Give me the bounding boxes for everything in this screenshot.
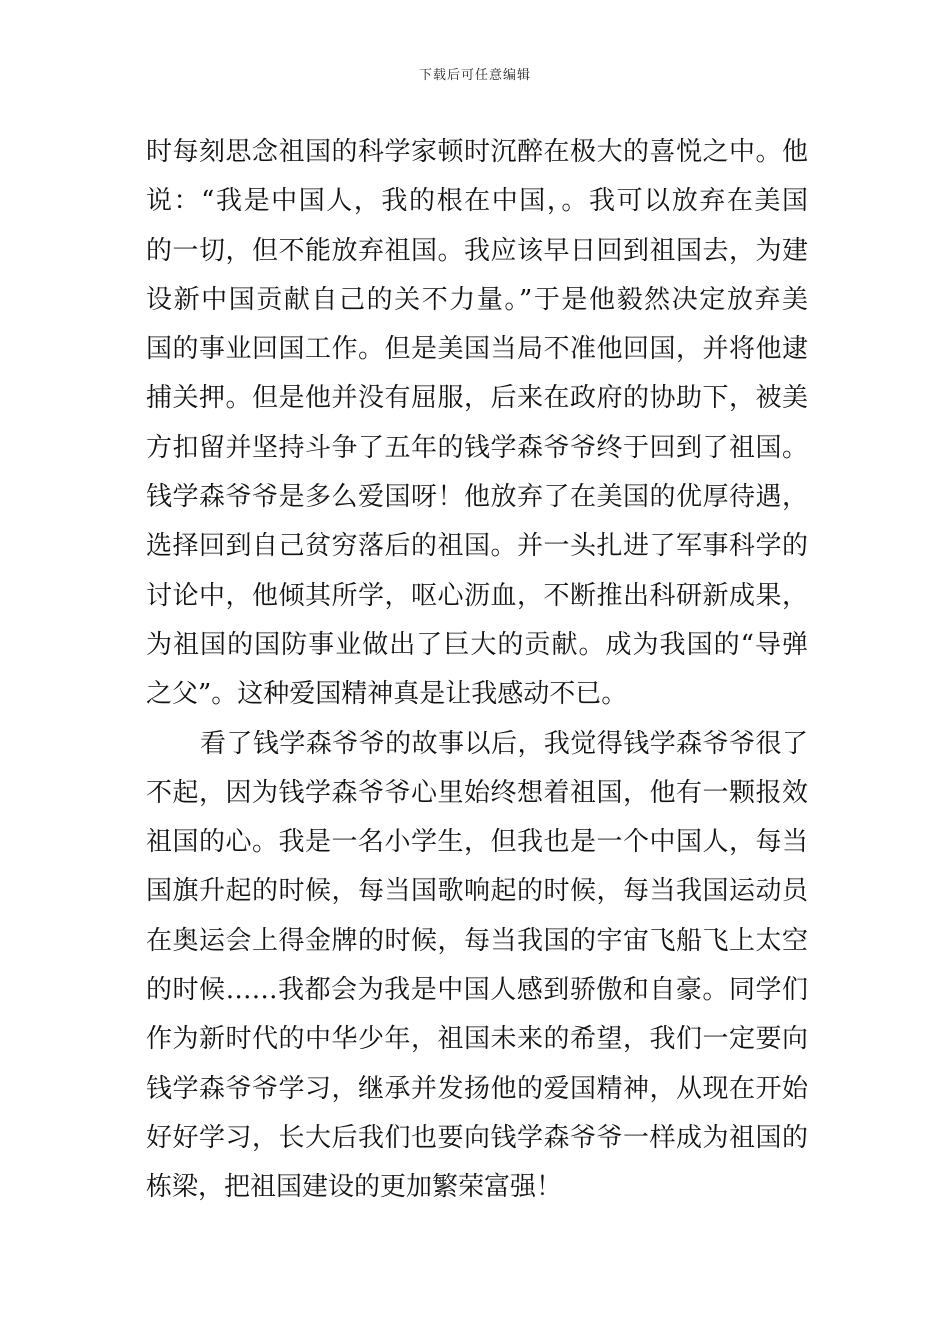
text-line: 祖国的心。我是一名小学生，但我也是一个中国人，每当 <box>146 827 808 858</box>
text-line: 钱学森爷爷学习，继承并发扬他的爱国精神，从现在开始 <box>146 1073 808 1104</box>
paragraph-1 <box>146 128 808 720</box>
text-line: 的时候……我都会为我是中国人感到骄傲和自豪。同学们 <box>146 975 808 1006</box>
text-line: 设新中国贡献自己的关不力量。”于是他毅然决定放弃美 <box>146 284 808 315</box>
text-line: 国旗升起的时候，每当国歌响起的时候，每当我国运动员 <box>146 876 808 907</box>
text-line: 说：“我是中国人，我的根在中国，。我可以放弃在美国 <box>146 186 808 217</box>
text-line: 之父”。这种爱国精神真是让我感动不已。 <box>146 679 628 710</box>
text-line: 栋梁，把祖国建设的更加繁荣富强！ <box>146 1172 563 1203</box>
text-line: 在奥运会上得金牌的时候，每当我国的宇宙飞船飞上太空 <box>146 925 808 956</box>
text-line: 方扣留并坚持斗争了五年的钱学森爷爷终于回到了祖国。 <box>146 432 808 463</box>
text-line: 时每刻思念祖国的科学家顿时沉醉在极大的喜悦之中。他 <box>146 137 808 167</box>
paragraph-2 <box>146 720 808 1213</box>
text-line: 选择回到自己贫穷落后的祖国。并一头扎进了军事科学的 <box>146 531 808 562</box>
text-line: 的一切，但不能放弃祖国。我应该早日回到祖国去，为建 <box>146 235 808 266</box>
text-line: 讨论中，他倾其所学，呕心沥血，不断推出科研新成果， <box>146 580 808 611</box>
text-line: 国的事业回国工作。但是美国当局不准他回国，并将他逮 <box>146 334 808 365</box>
text-line: 不起，因为钱学森爷爷心里始终想着祖国，他有一颗报效 <box>146 777 808 808</box>
text-line: 捕关押。但是他并没有屈服，后来在政府的协助下，被美 <box>146 383 808 414</box>
text-line: 为祖国的国防事业做出了巨大的贡献。成为我国的“导弹 <box>146 629 808 660</box>
text-line: 作为新时代的中华少年，祖国未来的希望，我们一定要向 <box>146 1024 808 1055</box>
text-line: 好好学习，长大后我们也要向钱学森爷爷一样成为祖国的 <box>146 1122 808 1153</box>
text-line: 看了钱学森爷爷的故事以后，我觉得钱学森爷爷很了 <box>200 728 808 759</box>
body-text <box>146 128 808 1213</box>
text-line: 钱学森爷爷是多么爱国呀！他放弃了在美国的优厚待遇， <box>146 482 808 513</box>
page-header: 下载后可任意编辑 <box>418 68 531 83</box>
